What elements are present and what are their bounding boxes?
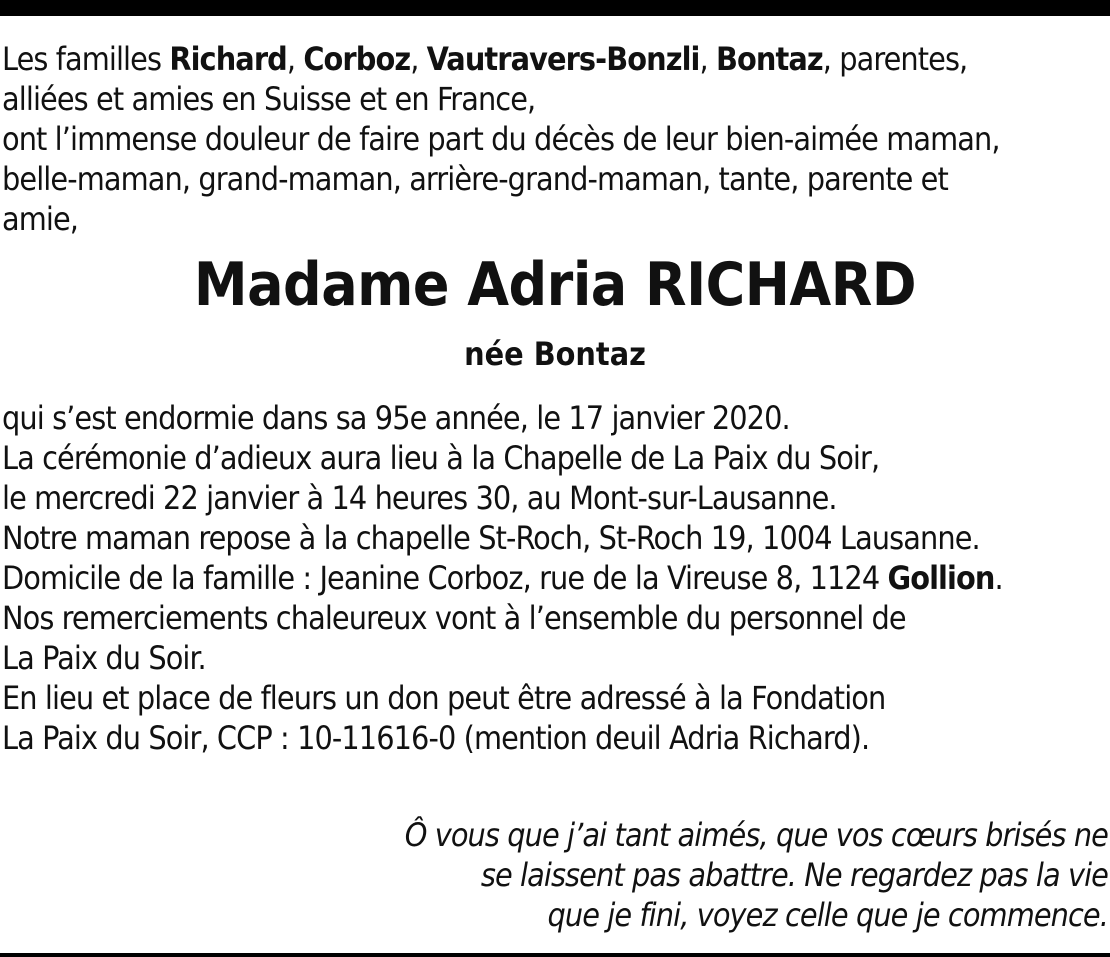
poem-line: se laissent pas abattre. Ne regardez pas la vie [480,856,1108,894]
top-border [0,0,1110,16]
intro-line: amie, [2,200,79,238]
body-line: le mercredi 22 janvier à 14 heures 30, au Mont-sur-Lausanne. [2,479,837,517]
bottom-border [0,953,1110,957]
poem-line: Ô vous que j’ai tant aimés, que vos cœurs brisés ne [404,816,1108,854]
family-name-corboz: Corboz [303,40,411,78]
intro-suffix: , parentes, [822,40,968,78]
deceased-name: Madame Adria RICHARD [193,250,917,320]
family-name-richard: Richard [169,40,287,78]
domicile-suffix: . [994,559,1003,597]
body-line: qui s’est endormie dans sa 95e année, le 17 janvier 2020. [2,399,790,437]
body-line: En lieu et place de fleurs un don peut être adressé à la Fondation [2,679,886,717]
intro-paragraph [2,39,1108,239]
body-line: La Paix du Soir, CCP : 10-11616-0 (mention deuil Adria Richard). [2,719,870,757]
intro-first-line [2,39,1108,79]
poem-line: que je fini, voyez celle que je commence. [547,896,1108,934]
body-line: Notre maman repose à la chapelle St-Roch, St-Roch 19, 1004 Lausanne. [2,519,980,557]
intro-line: belle-maman, grand-maman, arrière-grand-maman, tante, parente et [2,160,948,198]
separator: , [286,40,304,78]
body-line: Nos remerciements chaleureux vont à l’ensemble du personnel de [2,599,906,637]
separator: , [410,40,427,78]
domicile-town: Gollion [887,559,995,597]
family-name-vautravers-bonzli: Vautravers-Bonzli [426,40,700,78]
body-line: La cérémonie d’adieux aura lieu à la Chapelle de La Paix du Soir, [2,439,880,477]
closing-poem [208,815,1108,935]
intro-prefix: Les familles [2,40,170,78]
intro-line: ont l’immense douleur de faire part du décès de leur bien-aimée maman, [2,120,1000,158]
intro-line: alliées et amies en Suisse et en France, [2,80,536,118]
domicile-line [2,558,1108,598]
separator: , [699,40,716,78]
maiden-name: née Bontaz [464,335,646,373]
family-name-bontaz: Bontaz [715,40,823,78]
body-line: La Paix du Soir. [2,639,206,677]
body-paragraph [2,398,1108,758]
domicile-prefix: Domicile de la famille : Jeanine Corboz, rue de la Vireuse 8, 1124 [2,559,888,597]
